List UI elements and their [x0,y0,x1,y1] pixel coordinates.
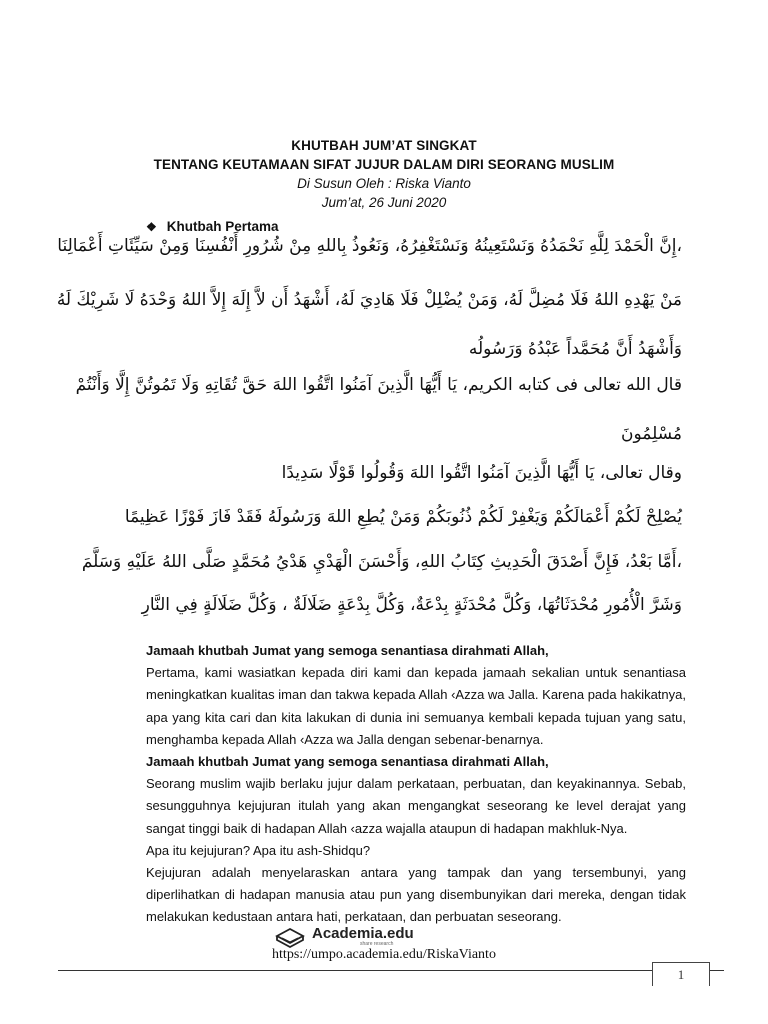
title-line-2: TENTANG KEUTAMAAN SIFAT JUJUR DALAM DIRI SEORANG MUSLIM [153,157,615,172]
arabic-block-2 [56,286,682,314]
body-paragraph-4: Kejujuran adalah menyelaraskan antara yang tampak dan yang tersembunyi, yang diperlihatkan di hadapan manusia atau pun yang disembunyikan dari mereka, dengan tidak melakukan kedustaan antara hati, perkataan, dan perbuatan seseorang. [146,865,686,925]
academia-logo-text: Academia.edu [312,925,414,942]
arabic-line-4: قال الله تعالى فى كتابه الكريم، يَا أَيُّهَا الَّذِينَ آمَنُوا اتَّقُوا اللهَ حَقَّ تُقَاتِهِ وَلَا تَمُوتُنَّ إِلَّا وَأَنْتُمْ [75,375,682,395]
author-line: Di Susun Oleh : Riska Vianto [297,176,471,191]
arabic-block-4 [75,371,682,399]
arabic-block-5 [142,420,682,448]
arabic-line-9: وَشَرَّ الْأُمُورِ مُحْدَثَاتُهَا، وَكُلَّ مُحْدَثَةٍ بِدْعَةٌ، وَكُلَّ بِدْعَةٍ ضَلَالَةٌ ، وَكُلَّ ضَلَالَةٍ فِي النَّارِ [141,595,682,615]
document-header [0,136,768,212]
academia-logo-subtext: share research [360,941,394,947]
arabic-block-9 [142,591,682,619]
arabic-line-7: يُصْلِحْ لَكُمْ أَعْمَالَكُمْ وَيَغْفِرْ لَكُمْ ذُنُوبَكُمْ وَمَنْ يُطِعِ اللهَ وَرَسُولَهُ فَقَدْ فَازَ فَوْزًا عَظِيمًا [124,507,682,527]
body-paragraph-3: Apa itu kejujuran? Apa itu ash-Shidqu? [146,842,371,858]
footer-divider [58,970,652,971]
arabic-block-7 [124,503,682,531]
body-heading-2: Jamaah khutbah Jumat yang semoga senantiasa dirahmati Allah, [146,754,549,770]
footer-url-link[interactable]: https://umpo.academia.edu/RiskaVianto [272,947,496,962]
body-heading-1: Jamaah khutbah Jumat yang semoga senantiasa dirahmati Allah, [146,643,549,658]
arabic-line-1: ،إِنَّ الْحَمْدَ لِلَّهِ نَحْمَدُهُ وَنَسْتَعِينُهُ وَنَسْتَغْفِرُهُ، وَنَعُوذُ بِاللهِ مِنْ شُرُورِ أَنْفُسِنَا وَمِنْ سَيِّئَاتِ أَعْمَالِنَا [57,236,682,256]
academia-book-icon [274,924,306,948]
page-number: 1 [652,962,710,986]
arabic-line-8: ،أَمَّا بَعْدُ، فَإِنَّ أَصْدَقَ الْحَدِيثِ كِتَابُ اللهِ، وَأَحْسَنَ الْهَدْيِ هَدْيُ مُحَمَّدٍ صَلَّى اللهُ عَلَيْهِ وَسَلَّمَ [81,552,682,572]
section-heading-label: Khutbah Pertama [166,219,279,234]
title-line-1: KHUTBAH JUM’AT SINGKAT [291,138,477,153]
arabic-line-5: مُسْلِمُونَ [621,424,682,444]
diamond-bullet-icon: ❖ [146,219,157,234]
date-line: Jum’at, 26 Juni 2020 [321,195,447,210]
arabic-block-6 [142,459,682,487]
arabic-line-2: مَنْ يَهْدِهِ اللهُ فَلَا مُضِلَّ لَهُ، وَمَنْ يُضْلِلْ فَلَا هَادِيَ لَهُ، أَشْهَدُ أَن لاَّ إِلَهَ إِلاَّ اللهُ وَحْدَهُ لَا شَرِيْكَ لَهُ [56,290,682,310]
academia-logo[interactable] [274,924,414,948]
arabic-line-3: وَأَشْهَدُ أَنَّ مُحَمَّداً عَبْدُهُ وَرَسُولُه [468,339,682,359]
body-paragraph-1: Pertama, kami wasiatkan kepada diri kami dan kepada jamaah sekalian untuk senantiasa meningkatkan kualitas iman dan takwa kepada Allah ‹Azza wa Jalla. Karena pada hakikatnya, apa yang kita cari dan kita lakukan di dunia ini semuanya kembali kepada tujuan yang satu, menghamba kepada Allah ‹Azza wa Jalla dengan sebenar-benarnya. [146,665,686,747]
body-paragraph-2: Seorang muslim wajib berlaku jujur dalam perkataan, perbuatan, dan keyakinannya. Sebab, sesungguhnya kejujuran itulah yang akan mengangkat seseorang ke level derajat yang sangat tinggi baik di hadapan Allah ‹azza wajalla ataupun di hadapan makhluk-Nya. [146,776,686,836]
footer-divider-tail [710,970,724,971]
arabic-opening [57,232,682,260]
arabic-block-3 [142,335,682,363]
khutbah-body [146,640,686,929]
arabic-block-8 [81,548,682,576]
arabic-line-6: وقال تعالى، يَا أَيُّهَا الَّذِينَ آمَنُوا اتَّقُوا اللهَ وَقُولُوا قَوْلًا سَدِيدًا [281,463,682,483]
